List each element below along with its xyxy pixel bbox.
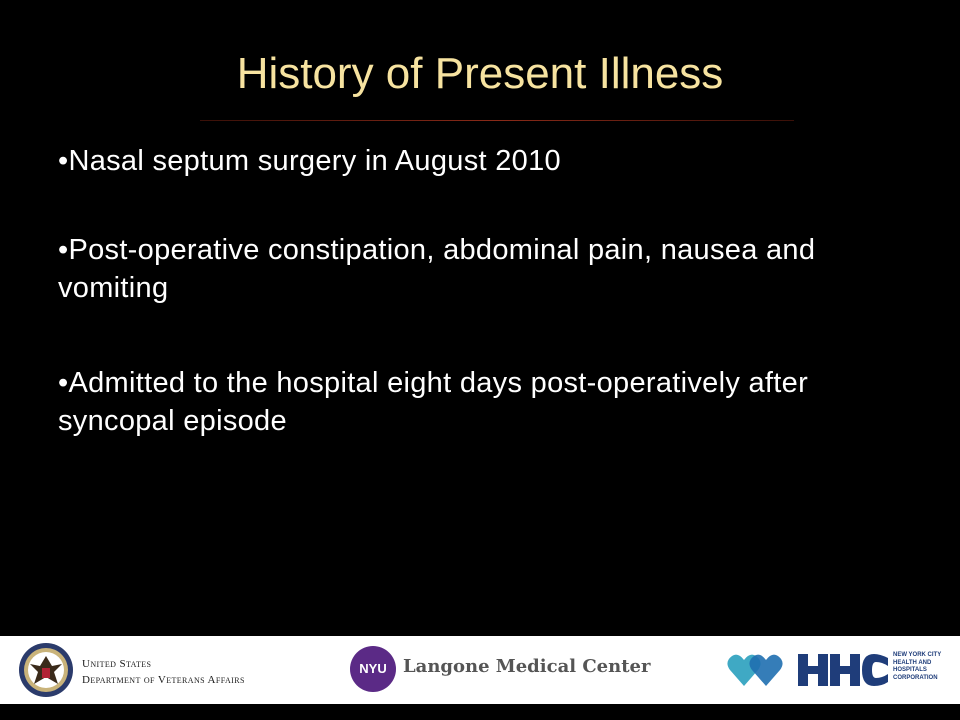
hhc-line: CORPORATION [893, 674, 938, 681]
hhc-line: NEW YORK CITY [893, 652, 942, 658]
nyu-langone-name: Langone Medical Center [403, 656, 651, 677]
va-seal-logo [18, 642, 74, 698]
footer-logo-bar [0, 636, 960, 704]
hhc-name [893, 652, 955, 682]
va-line-1: United States [82, 658, 152, 670]
va-name [82, 656, 245, 688]
nyu-badge-text: NYU [359, 661, 387, 676]
bullet-item: •Nasal septum surgery in August 2010 [58, 145, 561, 177]
bottom-strip [0, 704, 960, 720]
slide-title: History of Present Illness [236, 49, 724, 98]
hhc-line: HEALTH AND [893, 659, 932, 666]
title-divider [200, 120, 794, 121]
hhc-line: HOSPITALS [893, 667, 927, 673]
hhc-hearts-icon [726, 650, 784, 690]
bullet-list [58, 142, 918, 497]
bullet-item: •Admitted to the hospital eight days post-operatively after syncopal episode [58, 367, 809, 437]
bullet-item: •Post-operative constipation, abdominal pain, nausea and vomiting [58, 234, 816, 304]
hhc-letters-logo [798, 652, 890, 688]
va-line-2: Department of Veterans Affairs [82, 674, 245, 686]
nyu-torch-logo [350, 646, 396, 692]
